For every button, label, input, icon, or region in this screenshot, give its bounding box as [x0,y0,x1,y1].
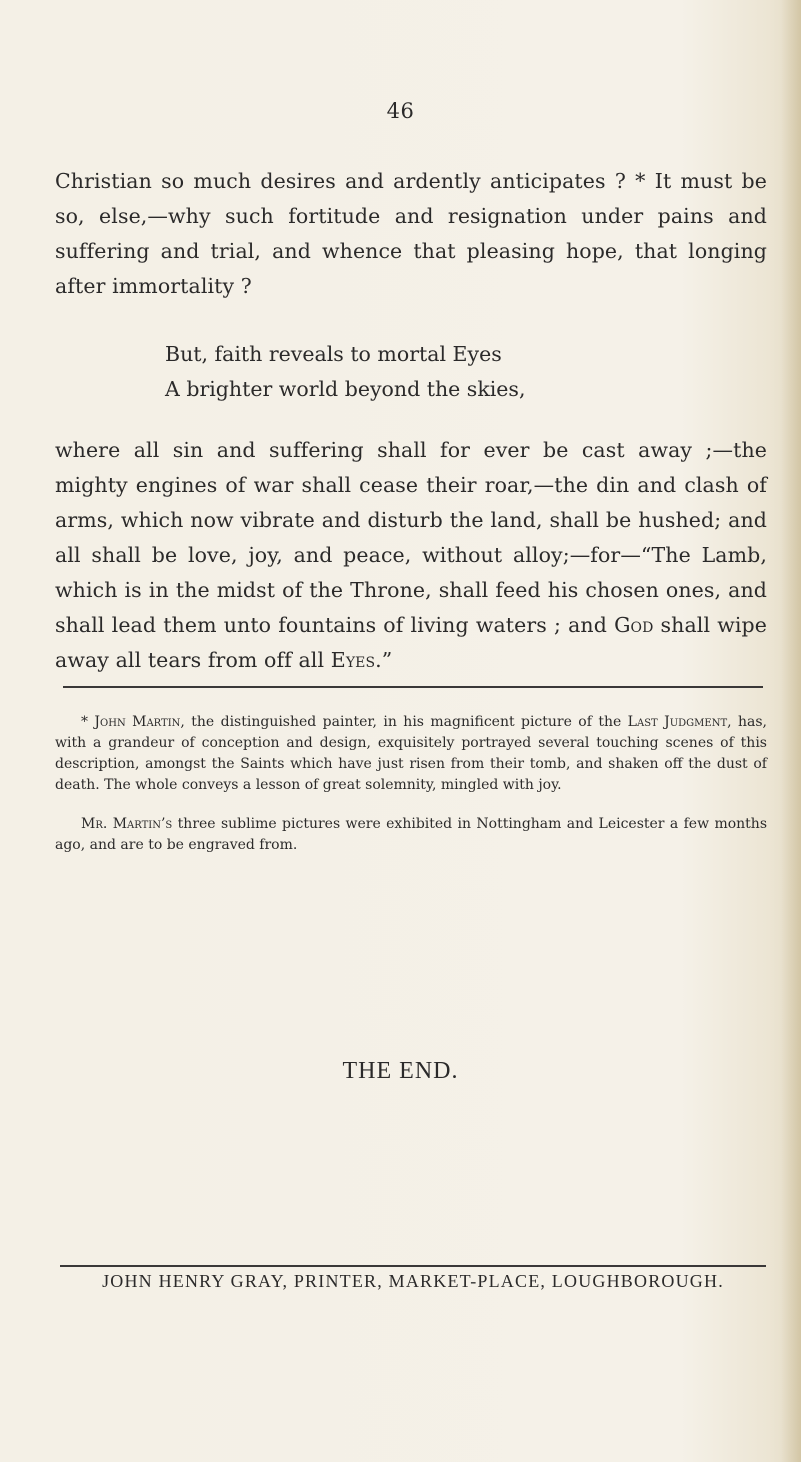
paragraph-2-end: .” [375,648,393,672]
footnote-1-name: John Martin [94,714,181,730]
footnote-rule [63,686,763,688]
god-word: God [614,613,654,637]
verse-line-2: A brighter world beyond the skies, [165,377,526,401]
printer-imprint: JOHN HENRY GRAY, PRINTER, MARKET-PLACE, LOUGHBOROUGH. [60,1265,766,1293]
the-end-heading: THE END. [342,1058,459,1084]
footnote-2 [55,814,767,856]
paragraph-2-text: where all sin and suffering shall for ever be cast away ;—the mighty engines of war shall cease their roar,—the din and clash of arms, which now vibrate and disturb the land, shall be hushed; and all shall be love, joy, and peace, without alloy;—for—“The Lamb, which is in the midst of the Throne, shall feed his chosen ones, and shall lead them unto fountains of living waters ; and [55,438,767,637]
verse-line-1: But, faith reveals to mortal Eyes [165,342,502,366]
verse [165,337,705,407]
paragraph-2-mid: shall wipe away all tears from off all [55,613,767,672]
paragraph-2 [55,433,767,678]
footnote-1-text-a: , the distinguished painter, in his magnificent picture of the [180,714,628,730]
footnote-1-text-b: , has, with a grandeur of conception and design, exquisitely portrayed several touching scenes of this description, amongst the Saints which have just risen from their tomb, and shaken off the dust of death. The whole conveys a lesson of great solemnity, mingled with joy. [55,714,768,793]
page-edge-shadow [781,0,801,1462]
footnote-marker: * [81,714,95,730]
footnote-2-name: Mr. Martin’s [81,816,173,832]
footnote-2-text: three sublime pictures were exhibited in Nottingham and Leicester a few months ago, and are to be engraved from. [55,816,768,853]
footnote-1-title: Last Judgment [627,714,728,730]
eyes-word: Eyes [330,648,376,672]
footnote-1 [55,712,767,796]
paragraph-1: Christian so much desires and ardently anticipates ? * It must be so, else,—why such fortitude and resignation under pains and suffering and trial, and whence that pleasing hope, that longing after immortality ? [55,169,767,298]
page-number: 46 [386,99,415,123]
